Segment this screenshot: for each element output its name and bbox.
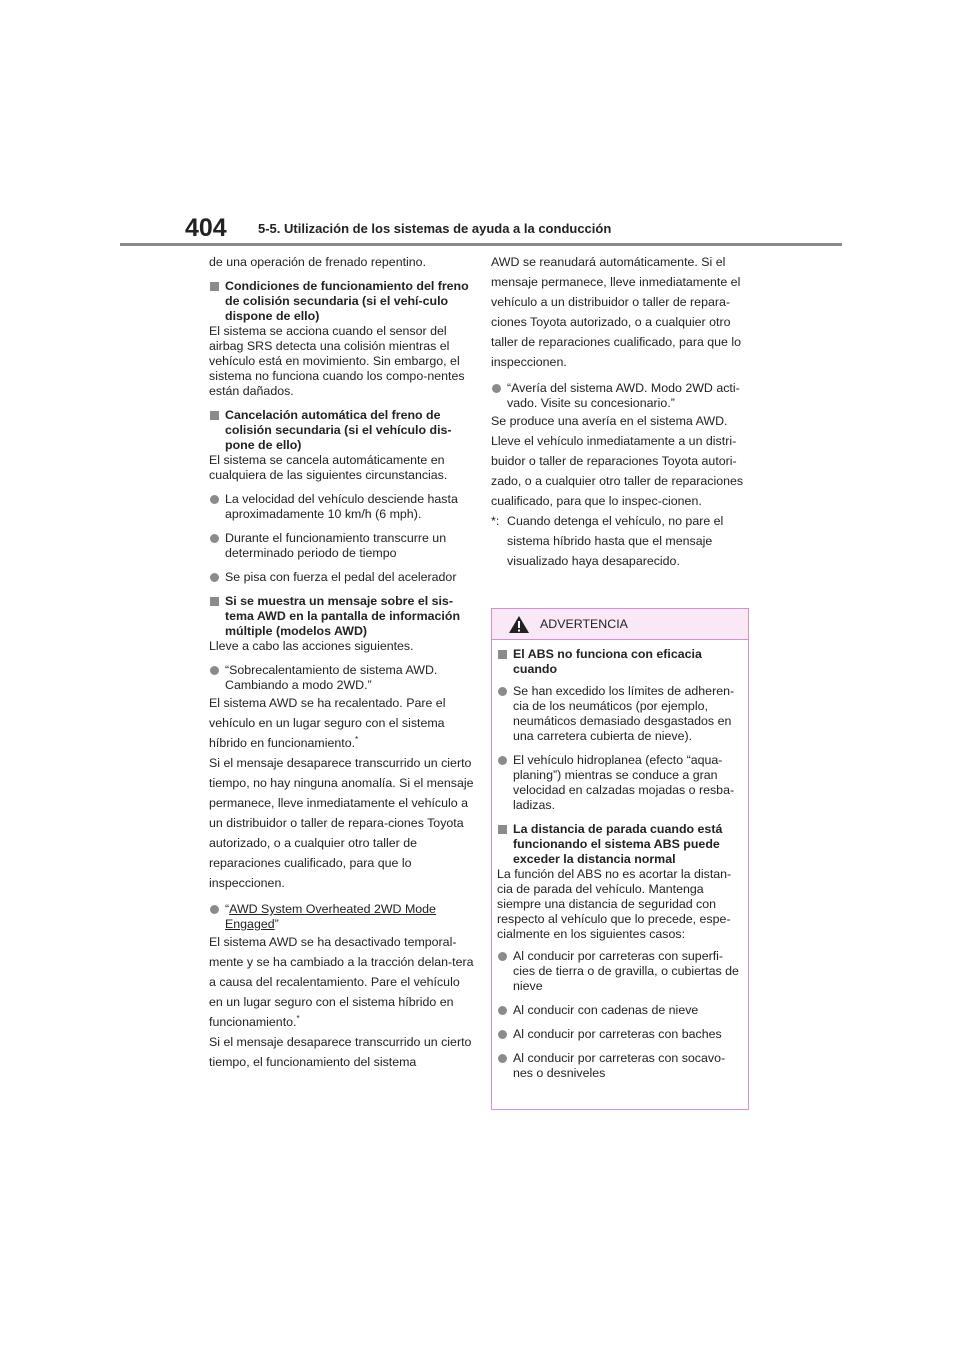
paragraph-text: El sistema AWD se ha recalentado. Pare el vehículo en un lugar seguro con el sistema híbrido en funcionamiento. — [209, 696, 446, 750]
intro-text: de una operación de frenado repentino. — [209, 255, 427, 269]
square-bullet-icon — [498, 650, 507, 659]
list-item-text: “Avería del sistema AWD. Modo 2WD acti-vado. Visite su concesionario.” — [507, 381, 740, 410]
footnote-marker: * — [296, 1013, 300, 1023]
list-item — [209, 531, 475, 561]
bullet-icon — [498, 1030, 507, 1039]
list-item — [491, 381, 751, 411]
list-item — [209, 902, 475, 932]
paragraph: Si el mensaje desaparece transcurrido un cierto tiempo, no hay ninguna anomalía. Si el mensaje permanece, lleve inmediatamente el vehículo a un distribuidor o taller de repara-ciones Toyota autorizado, o a cualquier otro taller de reparaciones cualificado, para que lo inspeccionen. — [209, 756, 474, 890]
list-item — [497, 684, 742, 744]
right-column — [491, 255, 751, 571]
square-bullet-icon — [210, 282, 219, 291]
bullet-icon — [498, 756, 507, 765]
quote-open: “ — [225, 902, 230, 916]
bullet-icon — [210, 905, 219, 914]
warning-heading — [497, 822, 742, 867]
warning-triangle-icon — [508, 615, 530, 634]
list-item-text: El vehículo hidroplanea (efecto “aqua-planing”) mientras se conduce a gran velocidad en calzadas mojadas o resba-ladizas. — [513, 753, 735, 812]
list-item-text: Al conducir por carreteras con baches — [513, 1027, 722, 1041]
list-item — [497, 1027, 742, 1042]
paragraph: Se produce una avería en el sistema AWD. Lleve el vehículo inmediatamente a un distri-buidor o taller de reparaciones Toyota autori-zado, o a cualquier otro taller de reparaciones cualificado, para que lo inspec-cionen. — [491, 414, 744, 508]
bullet-icon — [498, 1006, 507, 1015]
heading-text: Condiciones de funcionamiento del freno de colisión secundaria (si el vehí-culo dispone de ello) — [225, 279, 469, 323]
footnote-text: Cuando detenga el vehículo, no pare el sistema híbrido hasta que el mensaje visualizado haya desaparecido. — [507, 514, 724, 568]
paragraph: El sistema se cancela automáticamente en cualquiera de las siguientes circunstancias. — [209, 453, 448, 482]
heading-secondary-brake-cancel — [209, 408, 475, 453]
page-header — [120, 210, 842, 246]
section-title: 5-5. Utilización de los sistemas de ayuda a la conducción — [258, 221, 612, 236]
list-item-text: Al conducir con cadenas de nieve — [513, 1003, 699, 1017]
bullet-icon — [210, 495, 219, 504]
paragraph: Si el mensaje desaparece transcurrido un cierto tiempo, el funcionamiento del sistema — [209, 1035, 472, 1069]
list-item — [209, 570, 475, 585]
warning-body — [492, 640, 748, 1081]
warning-heading — [497, 647, 742, 677]
paragraph: La función del ABS no es acortar la distan-cia de parada del vehículo. Mantenga siempre una distancia de seguridad con respecto al vehículo que lo precede, espe-cialmente en los siguientes casos: — [497, 867, 732, 941]
heading-text: La distancia de parada cuando está funcionando el sistema ABS puede exceder la distancia normal — [513, 822, 723, 866]
heading-text: El ABS no funciona con eficacia cuando — [513, 647, 702, 676]
square-bullet-icon — [210, 411, 219, 420]
paragraph — [209, 693, 475, 753]
heading-text: Cancelación automática del freno de colisión secundaria (si el vehículo dis-pone de ello) — [225, 408, 452, 452]
list-item — [497, 1003, 742, 1018]
heading-secondary-brake-conditions — [209, 279, 475, 324]
list-item-text: “Sobrecalentamiento de sistema AWD. Cambiando a modo 2WD.” — [225, 663, 438, 692]
paragraph-text: El sistema AWD se ha desactivado temporal-mente y se ha cambiado a la tracción delan-tera a causa del recalentamiento. Pare el vehículo en un lugar seguro con el sistema híbrido en funcionamiento. — [209, 935, 474, 1029]
list-item — [497, 1051, 742, 1081]
square-bullet-icon — [498, 825, 507, 834]
footnote-marker: * — [355, 734, 359, 744]
list-item-text: Durante el funcionamiento transcurre un determinado periodo de tiempo — [225, 531, 447, 560]
list-item — [209, 492, 475, 522]
bullet-icon — [210, 666, 219, 675]
list-item-text: Se han excedido los límites de adheren-cia de los neumáticos (por ejemplo, neumáticos demasiado desgastados en una carretera cubierta de nieve). — [513, 684, 735, 743]
list-item — [497, 753, 742, 813]
paragraph: El sistema se acciona cuando el sensor del airbag SRS detecta una colisión mientras el vehículo está en movimiento. Sin embargo, el sistema no funciona cuando los compo-nentes están dañados. — [209, 324, 465, 398]
bullet-icon — [498, 1054, 507, 1063]
paragraph — [209, 932, 475, 1032]
list-item — [497, 949, 742, 994]
bullet-icon — [492, 384, 501, 393]
bullet-icon — [498, 687, 507, 696]
list-item — [209, 663, 475, 693]
footnote-mark: *: — [491, 514, 500, 528]
footnote — [491, 511, 751, 571]
bullet-icon — [498, 952, 507, 961]
square-bullet-icon — [210, 597, 219, 606]
bullet-icon — [210, 534, 219, 543]
page-number: 404 — [185, 214, 227, 242]
heading-awd-message — [209, 594, 475, 639]
warning-box — [491, 608, 749, 1110]
list-item-text: La velocidad del vehículo desciende hasta aproximadamente 10 km/h (6 mph). — [225, 492, 458, 521]
list-item-text: Se pisa con fuerza el pedal del acelerador — [225, 570, 457, 584]
quote-close: ” — [274, 917, 279, 931]
awd-message-link[interactable]: AWD System Overheated 2WD Mode Engaged — [225, 902, 436, 931]
warning-title: ADVERTENCIA — [540, 617, 628, 631]
bullet-icon — [210, 573, 219, 582]
heading-text: Si se muestra un mensaje sobre el sis-tema AWD en la pantalla de información múltiple (modelos AWD) — [225, 594, 461, 638]
header-divider — [120, 243, 842, 246]
paragraph: AWD se reanudará automáticamente. Si el mensaje permanece, lleve inmediatamente el vehículo a un distribuidor o taller de repara-ciones Toyota autorizado, o a cualquier otro taller de reparaciones cualificado, para que lo inspeccionen. — [491, 255, 742, 369]
warning-header — [492, 609, 748, 640]
list-item-text: Al conducir por carreteras con superfi-cies de tierra o de gravilla, o cubiertas de nieve — [513, 949, 739, 993]
left-column — [209, 255, 475, 1072]
paragraph: Lleve a cabo las acciones siguientes. — [209, 639, 414, 653]
list-item-text: Al conducir por carreteras con socavo-nes o desniveles — [513, 1051, 726, 1080]
